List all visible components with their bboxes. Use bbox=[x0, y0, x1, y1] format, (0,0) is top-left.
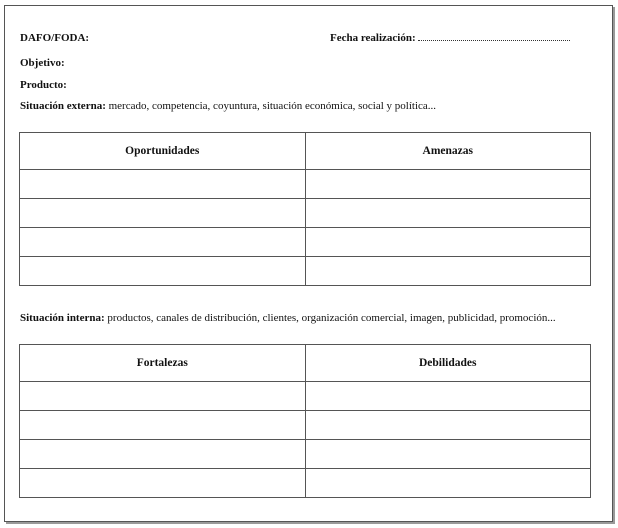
table-cell[interactable] bbox=[305, 228, 591, 257]
table-cell[interactable] bbox=[20, 411, 306, 440]
table-row bbox=[20, 170, 591, 199]
table-row bbox=[20, 257, 591, 286]
table-cell[interactable] bbox=[305, 382, 591, 411]
table-cell[interactable] bbox=[20, 199, 306, 228]
table-cell[interactable] bbox=[305, 199, 591, 228]
fecha-realizacion-field bbox=[330, 32, 570, 44]
fecha-dotted-line bbox=[418, 32, 570, 41]
situacion-interna-label: Situación interna: bbox=[20, 312, 105, 324]
table-header-row bbox=[20, 345, 591, 382]
situacion-externa-label: Situación externa: bbox=[20, 100, 106, 112]
table-row bbox=[20, 199, 591, 228]
fecha-label: Fecha realización: bbox=[330, 32, 416, 44]
objetivo-label: Objetivo: bbox=[20, 57, 65, 69]
table-cell[interactable] bbox=[305, 469, 591, 498]
table-cell[interactable] bbox=[20, 440, 306, 469]
table-cell[interactable] bbox=[20, 382, 306, 411]
oportunidades-header: Oportunidades bbox=[20, 133, 306, 170]
situacion-interna-description: productos, canales de distribución, clientes, organización comercial, imagen, publicidad, promoción... bbox=[104, 312, 556, 324]
table-cell[interactable] bbox=[305, 257, 591, 286]
table-row bbox=[20, 411, 591, 440]
table-cell[interactable] bbox=[305, 411, 591, 440]
debilidades-header: Debilidades bbox=[305, 345, 591, 382]
table-row bbox=[20, 440, 591, 469]
table-row bbox=[20, 382, 591, 411]
table-cell[interactable] bbox=[305, 440, 591, 469]
dafo-label: DAFO/FODA: bbox=[20, 32, 90, 44]
table-row bbox=[20, 228, 591, 257]
table-header-row bbox=[20, 133, 591, 170]
tabla-oportunidades-amenazas bbox=[19, 132, 591, 286]
amenazas-header: Amenazas bbox=[305, 133, 591, 170]
situacion-interna-line bbox=[20, 312, 556, 324]
producto-label: Producto: bbox=[20, 79, 67, 91]
table-cell[interactable] bbox=[20, 228, 306, 257]
table-cell[interactable] bbox=[20, 170, 306, 199]
table-row bbox=[20, 469, 591, 498]
situacion-externa-line bbox=[20, 100, 436, 112]
fortalezas-header: Fortalezas bbox=[20, 345, 306, 382]
table-cell[interactable] bbox=[20, 257, 306, 286]
tabla-fortalezas-debilidades bbox=[19, 344, 591, 498]
table-cell[interactable] bbox=[20, 469, 306, 498]
situacion-externa-description: mercado, competencia, coyuntura, situación económica, social y política... bbox=[105, 100, 437, 112]
table-cell[interactable] bbox=[305, 170, 591, 199]
